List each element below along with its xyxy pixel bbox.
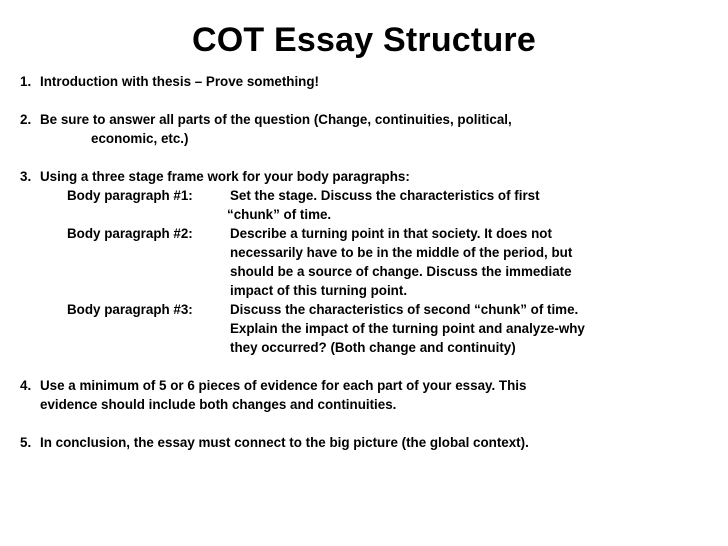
body-paragraph-text: impact of this turning point. [230, 283, 408, 298]
list-item-text: Using a three stage frame work for your body paragraphs: [40, 169, 410, 184]
list-item-text-continued: evidence should include both changes and continuities. [40, 397, 397, 412]
list-item-4 [20, 376, 720, 414]
list-number: 4. [20, 378, 32, 393]
body-paragraph-3 [20, 300, 720, 357]
slide-content [20, 72, 720, 452]
body-paragraph-label: Body paragraph #2: [67, 226, 193, 241]
list-item-1 [20, 72, 720, 91]
body-paragraph-text: Explain the impact of the turning point and analyze-why [230, 321, 585, 336]
list-item-text: Introduction with thesis – Prove something! [40, 74, 319, 89]
slide-title: COT Essay Structure [192, 21, 536, 59]
list-item-text-continued: economic, etc.) [91, 131, 189, 146]
list-item-3 [20, 167, 720, 357]
body-paragraph-label: Body paragraph #3: [67, 302, 193, 317]
body-paragraph-label: Body paragraph #1: [67, 188, 193, 203]
body-paragraph-text: “chunk” of time. [227, 207, 332, 222]
list-item-text: Use a minimum of 5 or 6 pieces of evidence for each part of your essay. This [40, 378, 527, 393]
body-paragraph-text: should be a source of change. Discuss the immediate [230, 264, 572, 279]
body-paragraph-text: necessarily have to be in the middle of the period, but [230, 245, 573, 260]
body-paragraph-1 [20, 186, 720, 224]
list-number: 1. [20, 74, 32, 89]
list-item-2 [20, 110, 720, 148]
body-paragraph-text: Set the stage. Discuss the characteristics of first [230, 188, 540, 203]
list-number: 3. [20, 169, 32, 184]
list-item-text: Be sure to answer all parts of the question (Change, continuities, political, [40, 112, 512, 127]
list-number: 5. [20, 435, 32, 450]
body-paragraph-text: Describe a turning point in that society. It does not [230, 226, 552, 241]
list-number: 2. [20, 112, 32, 127]
body-paragraph-text: they occurred? (Both change and continuity) [230, 340, 516, 355]
body-paragraph-text: Discuss the characteristics of second “chunk” of time. [230, 302, 579, 317]
list-item-5 [20, 433, 720, 452]
body-paragraph-2 [20, 224, 720, 300]
list-item-text: In conclusion, the essay must connect to the big picture (the global context). [40, 435, 529, 450]
